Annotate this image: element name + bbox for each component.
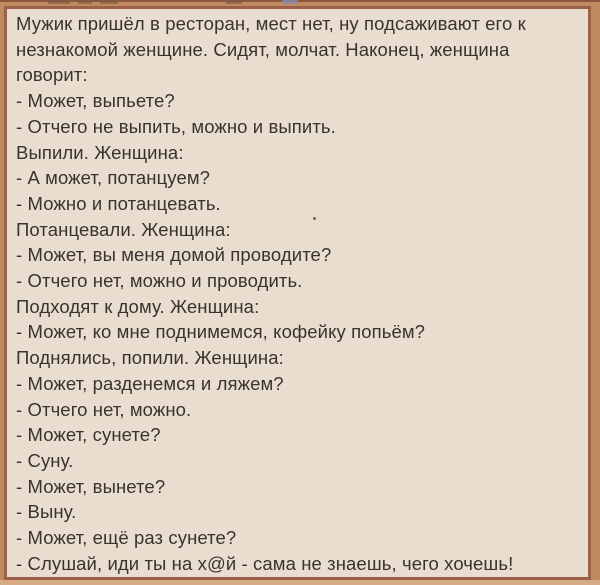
joke-line: - Можно и потанцевать. (16, 192, 221, 214)
joke-line: Подходят к дому. Женщина: (16, 295, 260, 317)
joke-line: - Может, ещё раз сунете? (16, 527, 237, 549)
joke-line: Мужик пришёл в ресторан, мест нет, ну подсаживают его к (16, 13, 526, 34)
joke-line: - Может, ко мне поднимемся, кофейку попьём? (16, 321, 426, 343)
cropped-text-artifact (48, 1, 70, 4)
joke-line: - Отчего нет, можно и проводить. (16, 270, 303, 292)
joke-line: говорит: (16, 64, 88, 86)
cropped-text-artifact (226, 1, 242, 4)
joke-line: - Отчего не выпить, можно и выпить. (16, 115, 336, 137)
cropped-blue-smudge-artifact (282, 0, 298, 4)
joke-line: - Может, вы меня домой проводите? (16, 244, 332, 266)
joke-line: - Может, выпьете? (16, 90, 175, 112)
joke-panel (4, 6, 591, 580)
joke-line: - Может, сунете? (16, 424, 161, 446)
speck-artifact (313, 217, 316, 220)
joke-line: - Отчего нет, можно. (16, 398, 192, 420)
joke-line: - Выну. (16, 501, 77, 523)
joke-line: - А может, потанцуем? (16, 167, 211, 189)
joke-line: - Суну. (16, 449, 74, 471)
cropped-text-artifact (78, 1, 92, 4)
bottom-frame-strip (0, 580, 600, 585)
joke-text (7, 9, 588, 576)
cropped-text-artifact (100, 1, 118, 4)
joke-line: Потанцевали. Женщина: (16, 218, 231, 240)
joke-line: - Может, разденемся и ляжем? (16, 372, 284, 394)
joke-line: - Может, вынете? (16, 475, 166, 497)
joke-line: - Слушай, иди ты на х@й - сама не знаешь, чего хочешь! (16, 552, 514, 574)
joke-line: незнакомой женщине. Сидят, молчат. Наконец, женщина (16, 38, 510, 60)
joke-line: Выпили. Женщина: (16, 141, 184, 163)
joke-line: Поднялись, попили. Женщина: (16, 347, 284, 369)
